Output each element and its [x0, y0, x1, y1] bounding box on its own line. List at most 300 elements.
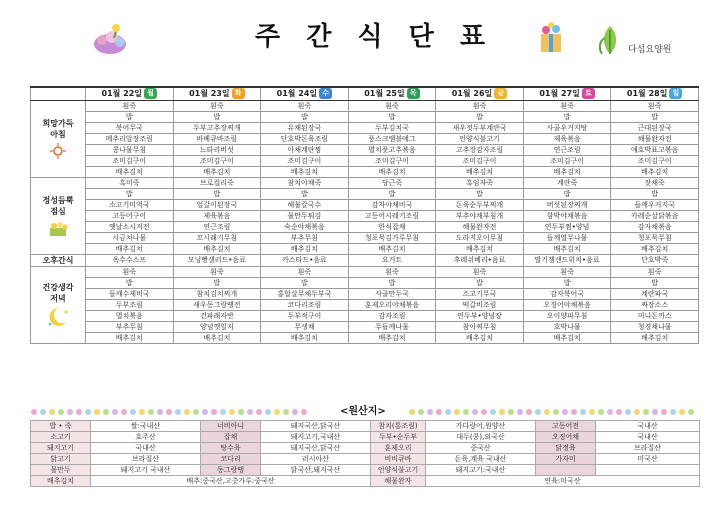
origin-item: 소고기	[31, 432, 91, 443]
border-flower-dot	[616, 409, 622, 415]
menu-item: 계란죽	[523, 177, 611, 188]
menu-item: 시금치나물	[86, 232, 174, 243]
origin-item: 잡채	[201, 432, 261, 443]
menu-item: 떡갈비조림	[436, 299, 524, 310]
menu-item: 밥	[261, 188, 349, 199]
menu-item: 청포묵무침	[611, 232, 699, 243]
menu-item: 두부조림	[86, 299, 174, 310]
origin-item: 훈제오리	[371, 443, 426, 454]
menu-item: 연두부•양념장	[436, 310, 524, 321]
flower-pot-icon	[90, 20, 130, 56]
border-flower-dot	[148, 409, 154, 415]
date-header	[173, 87, 261, 100]
menu-item: 배추김치	[348, 243, 436, 254]
date-label: 01월 28일	[626, 89, 668, 99]
menu-item: 새우젓두부계란국	[436, 122, 524, 133]
menu-item: 배추김치	[86, 166, 174, 177]
origin-value: 중국산	[426, 443, 536, 454]
menu-item: 흰죽	[173, 266, 261, 277]
menu-item: 후레쉬베리•음료	[436, 254, 524, 266]
menu-item: 밥	[611, 188, 699, 199]
origin-value: 쌀:국내산	[91, 421, 201, 432]
menu-item: 제육볶음	[173, 210, 261, 221]
menu-item: 흰죽	[436, 100, 524, 111]
menu-row	[31, 122, 699, 133]
menu-item: 고등어시레기조림	[348, 210, 436, 221]
menu-item: 애호박표고볶음	[611, 144, 699, 155]
date-header	[86, 87, 174, 100]
origin-title: <원산지>	[336, 402, 390, 417]
origin-row	[31, 443, 700, 454]
menu-item: 배추김치	[611, 166, 699, 177]
date-header-row	[31, 87, 699, 100]
menu-row	[31, 155, 699, 166]
origin-divider	[30, 402, 699, 418]
border-flower-dot	[211, 409, 217, 415]
menu-item: 소고기미역국	[86, 199, 174, 210]
menu-item: 멸치풋고추볶음	[348, 144, 436, 155]
moon-icon	[44, 306, 72, 328]
menu-item: 흰죽	[611, 100, 699, 111]
border-flower-dot	[625, 409, 631, 415]
menu-item: 제육볶음	[523, 133, 611, 144]
menu-item: 단호박죽	[611, 254, 699, 266]
menu-item: 감자북어국	[523, 288, 611, 299]
menu-item: 밥	[348, 111, 436, 122]
menu-item: 배추김치	[86, 332, 174, 343]
menu-item: 숙순야채볶음	[261, 221, 349, 232]
border-flower-dot	[472, 409, 478, 415]
menu-item: 밥	[523, 188, 611, 199]
menu-item: 배추김치	[523, 243, 611, 254]
border-flower-dot	[202, 409, 208, 415]
border-flower-dot	[265, 409, 271, 415]
border-flower-dot	[553, 409, 559, 415]
border-flower-dot	[643, 409, 649, 415]
menu-item: 밥	[86, 277, 174, 288]
menu-item: 감자조림	[348, 310, 436, 321]
meal-name: 오후간식	[42, 255, 74, 265]
menu-item: 배추김치	[173, 243, 261, 254]
menu-item: 흰죽	[261, 266, 349, 277]
border-flower-dot	[301, 409, 307, 415]
menu-row	[31, 332, 699, 343]
origin-value: 돼지국산,닭국산	[261, 421, 371, 432]
origin-item: 코다리	[201, 454, 261, 465]
menu-item: 부추무침	[86, 321, 174, 332]
menu-row	[31, 266, 699, 277]
menu-item: 두부적구이	[261, 310, 349, 321]
menu-item: 밥	[436, 277, 524, 288]
border-flower-dot	[220, 409, 226, 415]
menu-item: 흰죽	[86, 266, 174, 277]
menu-item: 부추야채부침개	[436, 210, 524, 221]
border-flower-dot	[409, 409, 415, 415]
menu-item: 카스타드•음료	[261, 254, 349, 266]
menu-item: 느타리버섯	[173, 144, 261, 155]
menu-item: 새우동그랑땡전	[173, 299, 261, 310]
menu-item: 조미김구이	[523, 155, 611, 166]
menu-item: 해물완자전	[436, 221, 524, 232]
border-flower-dot	[292, 409, 298, 415]
gift-box-icon	[536, 22, 566, 56]
border-flower-dot	[688, 409, 694, 415]
origin-item: 돼지고기	[31, 443, 91, 454]
menu-item: 고등어구이	[86, 210, 174, 221]
border-flower-dot	[139, 409, 145, 415]
meal-label	[31, 100, 86, 177]
menu-item: 밥	[86, 111, 174, 122]
menu-item: 배추김치	[436, 332, 524, 343]
border-flower-dot	[463, 409, 469, 415]
menu-item: 참치야채죽	[261, 177, 349, 188]
menu-item: 배추김치	[261, 166, 349, 177]
menu-item: 유채된장국	[261, 122, 349, 133]
origin-value: 브라질산	[596, 443, 700, 454]
menu-item: 흰죽	[523, 100, 611, 111]
menu-item: 배추김치	[348, 166, 436, 177]
menu-item: 부추무침	[261, 232, 349, 243]
menu-item: 흰죽	[523, 266, 611, 277]
border-flower-dot	[499, 409, 505, 415]
menu-row	[31, 177, 699, 188]
date-label: 01월 22일	[101, 89, 143, 99]
border-flower-dot	[58, 409, 64, 415]
menu-item: 흰죽	[611, 266, 699, 277]
menu-item: 계란파국	[611, 288, 699, 299]
origin-row	[31, 421, 700, 432]
menu-item: 밥	[611, 111, 699, 122]
origin-value: 호주산	[91, 432, 201, 443]
date-header	[261, 87, 349, 100]
facility-name: 다섬요양원	[628, 44, 672, 54]
menu-item: 풍스크램블에그	[348, 133, 436, 144]
menu-item: 무들깨나물	[348, 321, 436, 332]
border-flower-dot	[274, 409, 280, 415]
menu-item: 배추김치	[261, 243, 349, 254]
origin-value: 대두(콩),외국산	[426, 432, 536, 443]
menu-item: 조미김구이	[173, 155, 261, 166]
border-flower-dot	[652, 409, 658, 415]
menu-item: 양념깻잎지	[173, 321, 261, 332]
menu-item: 근대된장국	[611, 122, 699, 133]
border-flower-dot	[103, 409, 109, 415]
menu-item: 밥	[611, 277, 699, 288]
origin-item: 동그랑땡	[201, 465, 261, 476]
menu-item: 조미김구이	[436, 155, 524, 166]
menu-item: 오이양파무침	[523, 310, 611, 321]
menu-item: 밥	[173, 277, 261, 288]
menu-item: 옛날소시지전	[86, 221, 174, 232]
origin-value: 국내산	[596, 432, 700, 443]
border-flower-dot	[40, 409, 46, 415]
menu-item: 흑임자죽	[436, 177, 524, 188]
menu-item: 북어무국	[86, 122, 174, 133]
border-flower-dot	[283, 409, 289, 415]
border-flower-dot	[670, 409, 676, 415]
menu-item: 밥	[261, 111, 349, 122]
origin-item: 배추김치	[31, 476, 91, 487]
menu-item: 배추김치	[611, 332, 699, 343]
origin-value: 돼지고기:국내산	[426, 465, 536, 476]
origin-item: 참치(통조림)	[371, 421, 426, 432]
menu-item: 배추김치	[611, 243, 699, 254]
menu-item: 밥	[173, 188, 261, 199]
menu-row	[31, 199, 699, 210]
origin-item: 탕수육	[201, 443, 261, 454]
menu-item: 연근조림	[523, 144, 611, 155]
border-flower-dot	[31, 409, 37, 415]
menu-item: 멸치볶음	[86, 310, 174, 321]
origin-value: 가다랑어,원양산	[426, 421, 536, 432]
menu-item: 조미김구이	[261, 155, 349, 166]
date-header	[523, 87, 611, 100]
menu-item: 얼갈이된장국	[173, 199, 261, 210]
meal-label	[31, 266, 86, 343]
origin-value	[596, 465, 700, 476]
menu-item: 함박야채볶음	[523, 210, 611, 221]
origin-value: 돼지고기,국내산	[261, 432, 371, 443]
menu-item: 꼬시래기무침	[173, 232, 261, 243]
menu-item: 한식잡채	[348, 221, 436, 232]
origin-item	[536, 465, 596, 476]
menu-item: 버섯된장찌개	[523, 199, 611, 210]
meal-label	[31, 254, 86, 266]
page-title	[255, 14, 485, 54]
menu-item: 흰죽	[436, 266, 524, 277]
menu-row	[31, 288, 699, 299]
origin-value: 연육:미국산	[426, 476, 700, 487]
menu-item: 배추김치	[523, 166, 611, 177]
weekday-badge: 목	[407, 88, 420, 99]
date-label: 01월 23일	[189, 89, 230, 99]
menu-item: 아채계란찜	[261, 144, 349, 155]
menu-item: 참치김치찌개	[173, 288, 261, 299]
menu-item: 건파래자반	[173, 310, 261, 321]
border-flower-dot	[175, 409, 181, 415]
menu-row	[31, 111, 699, 122]
border-flower-dot	[121, 409, 127, 415]
menu-item: 호박나물	[523, 321, 611, 332]
menu-item: 오징어야채볶음	[523, 299, 611, 310]
corner-cell	[31, 87, 86, 100]
menu-item: 들깨열무나물	[523, 232, 611, 243]
origin-item: 가자미	[536, 454, 596, 465]
weekday-badge: 수	[319, 88, 332, 99]
menu-item: 훈제오리야채볶음	[348, 299, 436, 310]
menu-item: 밥	[436, 111, 524, 122]
menu-item: 밥	[523, 111, 611, 122]
menu-item: 밥	[436, 188, 524, 199]
menu-item: 두부김치국	[348, 122, 436, 133]
menu-item: 콩나물무침	[86, 144, 174, 155]
leaf-plant-icon	[596, 24, 624, 56]
date-header	[348, 87, 436, 100]
menu-item: 물만두튀김	[261, 210, 349, 221]
weekday-badge: 월	[144, 88, 157, 99]
origin-value: 돼지국산,닭국산	[261, 443, 371, 454]
menu-item: 배추김치	[173, 166, 261, 177]
origin-item: 해물완자	[371, 476, 426, 487]
border-flower-dot	[247, 409, 253, 415]
weekday-badge: 화	[232, 88, 245, 99]
origin-item: 밥 • 죽	[31, 421, 91, 432]
border-flower-dot	[580, 409, 586, 415]
origin-value: 국내산	[91, 443, 201, 454]
flower-basket-icon	[46, 219, 70, 237]
border-flower-dot	[634, 409, 640, 415]
menu-item: 돈육순두부찌개	[436, 199, 524, 210]
menu-item: 밥	[348, 188, 436, 199]
border-flower-dot	[445, 409, 451, 415]
menu-row	[31, 166, 699, 177]
meal-name: 건강생각 저녁	[42, 282, 74, 303]
origin-item: 닭정육	[536, 443, 596, 454]
menu-item: 해물칼국수	[261, 199, 349, 210]
menu-item: 흰죽	[173, 100, 261, 111]
menu-item: 사골만두국	[348, 288, 436, 299]
menu-item: 흰죽	[348, 100, 436, 111]
border-flower-dot	[67, 409, 73, 415]
menu-item: 감자야채비국	[348, 199, 436, 210]
origin-table	[30, 420, 700, 487]
menu-item: 미니돈까스	[611, 310, 699, 321]
border-flower-dot	[94, 409, 100, 415]
origin-item: 고등어전	[536, 421, 596, 432]
origin-item: 두부•순두부	[371, 432, 426, 443]
sun-doodle-icon	[47, 142, 69, 160]
origin-row	[31, 476, 700, 487]
border-flower-dot	[130, 409, 136, 415]
title-char: 표	[459, 21, 485, 52]
border-flower-dot	[256, 409, 262, 415]
border-flower-dot	[184, 409, 190, 415]
meal-name: 정성듬뿍 점심	[42, 195, 74, 216]
menu-item: 옥수수스프	[86, 254, 174, 266]
border-flower-dot	[238, 409, 244, 415]
menu-item: 들깨우거지국	[611, 199, 699, 210]
menu-item: 소고기무국	[436, 288, 524, 299]
border-flower-dot	[112, 409, 118, 415]
border-flower-dot	[490, 409, 496, 415]
menu-item: 잣채죽	[611, 177, 699, 188]
origin-item: 물만두	[31, 465, 91, 476]
border-flower-dot	[454, 409, 460, 415]
menu-item: 단호박돈육조림	[261, 133, 349, 144]
menu-item: 배추김치	[523, 332, 611, 343]
border-flower-dot	[85, 409, 91, 415]
menu-row	[31, 277, 699, 288]
menu-row	[31, 133, 699, 144]
menu-item: 카레순살닭볶음	[611, 210, 699, 221]
menu-row	[31, 210, 699, 221]
origin-value: 브라질산	[91, 454, 201, 465]
origin-value: 미국산	[596, 454, 700, 465]
border-flower-dot	[562, 409, 568, 415]
menu-row	[31, 232, 699, 243]
menu-item: 모닝빵샐러드•음료	[173, 254, 261, 266]
menu-item: 요거트	[348, 254, 436, 266]
menu-item: 고추장감자조림	[436, 144, 524, 155]
origin-row	[31, 454, 700, 465]
date-header	[611, 87, 699, 100]
menu-item: 짜장소스	[611, 299, 699, 310]
menu-row	[31, 310, 699, 321]
border-flower-dot	[229, 409, 235, 415]
menu-item: 배추김치	[348, 332, 436, 343]
border-flower-dot	[517, 409, 523, 415]
border-flower-dot	[598, 409, 604, 415]
origin-item: 오징어채	[536, 432, 596, 443]
origin-value: 러시아산	[261, 454, 371, 465]
border-flower-dot	[589, 409, 595, 415]
date-label: 01월 25일	[364, 89, 405, 99]
menu-row	[31, 188, 699, 199]
menu-item: 밥	[523, 277, 611, 288]
menu-item: 흑미죽	[86, 177, 174, 188]
menu-item: 두부고추장찌개	[173, 122, 261, 133]
menu-row	[31, 221, 699, 232]
menu-item: 들깨수제비국	[86, 288, 174, 299]
weekday-badge: 일	[669, 88, 682, 99]
origin-row	[31, 432, 700, 443]
border-flower-dot	[481, 409, 487, 415]
menu-item: 배추김치	[173, 332, 261, 343]
menu-item: 청포묵김가루무침	[348, 232, 436, 243]
menu-item: 조미김구이	[86, 155, 174, 166]
date-header	[436, 87, 524, 100]
menu-row	[31, 100, 699, 111]
menu-item: 사골우거지탕	[523, 122, 611, 133]
menu-item: 배추김치	[436, 243, 524, 254]
origin-value: 닭국산,돼지국산	[261, 465, 371, 476]
date-label: 01월 27일	[539, 89, 580, 99]
meal-name: 희망가득 아침	[42, 118, 74, 139]
menu-item: 해물완자전	[611, 133, 699, 144]
origin-item: 닭고기	[31, 454, 91, 465]
border-flower-dot	[157, 409, 163, 415]
border-flower-dot	[679, 409, 685, 415]
border-flower-dot	[571, 409, 577, 415]
weekday-badge: 토	[582, 88, 595, 99]
origin-value: 배추:중국산,고춧가루:중국산	[91, 476, 371, 487]
title-char: 단	[408, 21, 434, 52]
origin-value: 돈육,계육 국내산	[426, 454, 536, 465]
menu-item: 밥	[173, 111, 261, 122]
border-flower-dot	[508, 409, 514, 415]
border-flower-dot	[661, 409, 667, 415]
menu-item: 바베큐바조림	[173, 133, 261, 144]
menu-item: 흰죽	[86, 100, 174, 111]
date-label: 01월 24일	[276, 89, 318, 99]
border-flower-dot	[427, 409, 433, 415]
menu-item: 배추김치	[261, 332, 349, 343]
menu-item: 청경채나물	[611, 321, 699, 332]
menu-item: 브로컬리죽	[173, 177, 261, 188]
menu-item: 코다리조림	[261, 299, 349, 310]
border-flower-dot	[193, 409, 199, 415]
border-flower-dot	[607, 409, 613, 415]
menu-item: 밥	[86, 188, 174, 199]
border-flower-dot	[436, 409, 442, 415]
origin-value: 국내산	[596, 421, 700, 432]
border-flower-dot	[418, 409, 424, 415]
menu-item: 당근죽	[348, 177, 436, 188]
origin-row	[31, 465, 700, 476]
menu-row	[31, 321, 699, 332]
border-flower-dot	[166, 409, 172, 415]
menu-row	[31, 243, 699, 254]
